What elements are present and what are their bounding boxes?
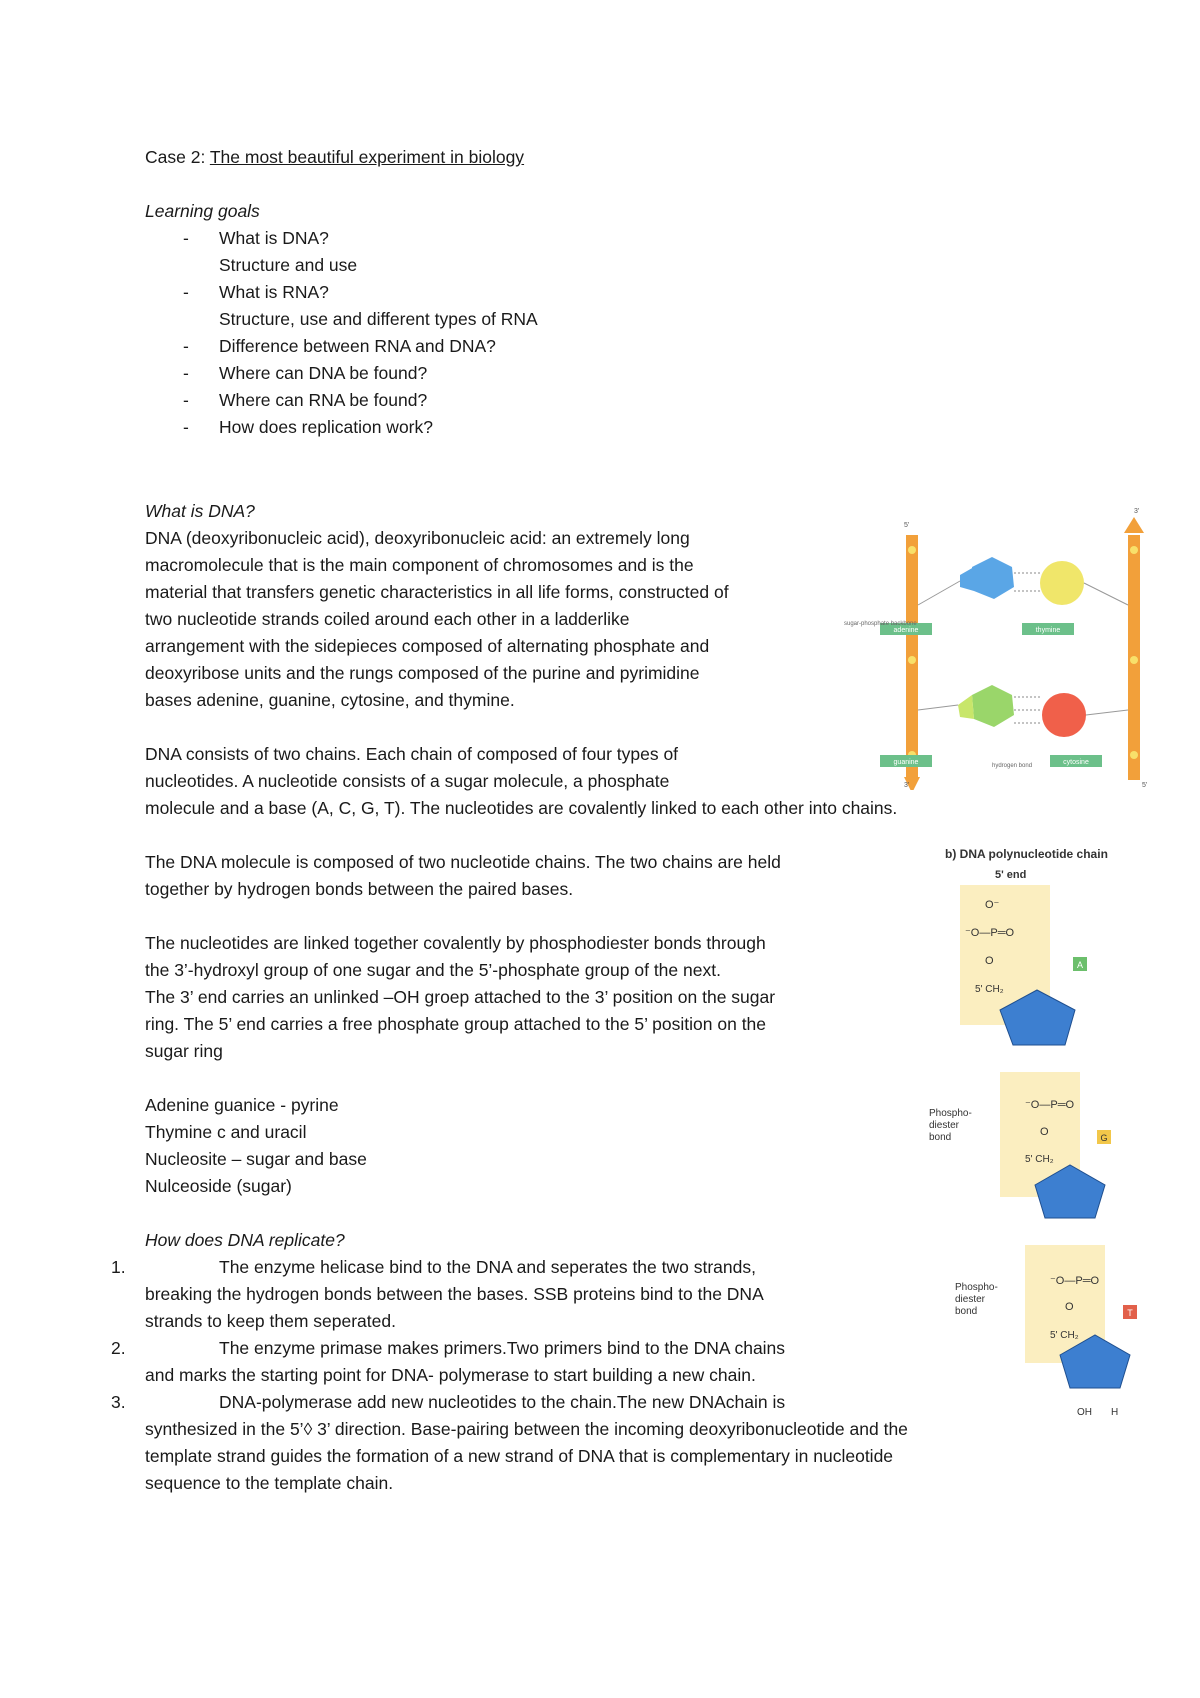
h-label: H bbox=[1111, 1407, 1119, 1418]
paragraph-line: bases adenine, guanine, cytosine, and thymine. bbox=[145, 690, 515, 710]
learning-goal-item bbox=[145, 414, 538, 441]
svg-text:5': 5' bbox=[904, 522, 910, 529]
thymine-base bbox=[1040, 561, 1084, 605]
svg-text:⁻O—P═O: ⁻O—P═O bbox=[965, 927, 1015, 939]
svg-text:O⁻: O⁻ bbox=[985, 899, 1000, 911]
paragraph-line: the 3’-hydroxyl group of one sugar and the 5’-phosphate group of the next. bbox=[145, 960, 721, 980]
what-is-dna-heading: What is DNA? bbox=[145, 501, 255, 521]
bond-label: hydrogen bond bbox=[992, 763, 1033, 769]
step-number: 2. bbox=[111, 1338, 126, 1358]
step-text: The enzyme helicase bind to the DNA and seperates the two strands, bbox=[219, 1257, 756, 1277]
guanine-base bbox=[972, 685, 1014, 727]
learning-goal-item bbox=[145, 387, 538, 414]
paragraph-line: DNA (deoxyribonucleic acid), deoxyribonucleic acid: an extremely long bbox=[145, 528, 690, 548]
learning-goals-heading: Learning goals bbox=[145, 201, 260, 221]
learning-goal-item bbox=[145, 252, 538, 279]
cytosine-label: cytosine bbox=[1063, 759, 1089, 766]
learning-goal-text: Structure, use and different types of RNA bbox=[219, 309, 538, 329]
learning-goal-item bbox=[145, 333, 538, 360]
svg-text:O: O bbox=[985, 955, 994, 967]
svg-text:⁻O—P═O: ⁻O—P═O bbox=[1050, 1275, 1100, 1287]
note-line: Nulceoside (sugar) bbox=[145, 1176, 292, 1196]
replication-step-line: breaking the hydrogen bonds between the bases. SSB proteins bind to the DNA bbox=[145, 1284, 764, 1304]
learning-goal-text: Where can DNA be found? bbox=[219, 363, 428, 383]
replication-step-line bbox=[111, 1335, 908, 1362]
svg-text:5' CH₂: 5' CH₂ bbox=[1025, 1154, 1054, 1165]
learning-goals-list bbox=[145, 225, 538, 441]
dna-chains-paragraph bbox=[145, 741, 908, 822]
replication-step-line: sequence to the template chain. bbox=[145, 1473, 394, 1493]
dna-ladder-figure bbox=[842, 505, 1162, 790]
note-line: Nucleosite – sugar and base bbox=[145, 1149, 367, 1169]
svg-text:diester: diester bbox=[929, 1120, 960, 1131]
learning-goal-text: Difference between RNA and DNA? bbox=[219, 336, 496, 356]
adenine-base bbox=[972, 557, 1014, 599]
five-prime-end-label: 5' end bbox=[995, 869, 1027, 881]
learning-goal-item bbox=[145, 279, 538, 306]
case-topic: The most beautiful experiment in biology bbox=[209, 147, 525, 167]
dna-molecule-paragraph bbox=[145, 849, 908, 903]
dash-bullet: - bbox=[183, 228, 189, 248]
svg-text:O: O bbox=[1065, 1301, 1074, 1313]
guanine-label: guanine bbox=[893, 759, 919, 766]
svg-text:bond: bond bbox=[929, 1132, 952, 1143]
learning-goal-text: What is DNA? bbox=[219, 228, 329, 248]
replication-step-line: strands to keep them seperated. bbox=[145, 1311, 396, 1331]
learning-goal-text: What is RNA? bbox=[219, 282, 329, 302]
paragraph-line: The nucleotides are linked together covalently by phosphodiester bonds through bbox=[145, 933, 766, 953]
svg-text:3': 3' bbox=[1134, 508, 1140, 515]
base-t-label: T bbox=[1127, 1308, 1133, 1318]
thymine-label: thymine bbox=[1035, 627, 1061, 634]
dash-bullet: - bbox=[183, 282, 189, 302]
oh-label: OH bbox=[1077, 1407, 1092, 1418]
what-is-dna-section bbox=[111, 498, 908, 1497]
step-text: DNA-polymerase add new nucleotides to the chain.The new DNAchain is bbox=[219, 1392, 786, 1412]
step-number: 3. bbox=[111, 1392, 126, 1412]
learning-goal-text: Structure and use bbox=[219, 255, 358, 275]
paragraph-line: sugar ring bbox=[145, 1041, 223, 1061]
svg-text:Phospho-: Phospho- bbox=[929, 1108, 972, 1119]
replication-step-line bbox=[111, 1254, 908, 1281]
note-line: Adenine guanice - pyrine bbox=[145, 1095, 339, 1115]
paragraph-line: DNA consists of two chains. Each chain of composed of four types of bbox=[145, 744, 679, 764]
paragraph-line: deoxyribose units and the rungs composed of the purine and pyrimidine bbox=[145, 663, 700, 683]
svg-text:5' CH₂: 5' CH₂ bbox=[1050, 1330, 1079, 1341]
right-arrow-icon bbox=[1124, 517, 1144, 533]
cytosine-base bbox=[1042, 693, 1086, 737]
dash-bullet: - bbox=[183, 390, 189, 410]
svg-text:bond: bond bbox=[955, 1306, 978, 1317]
case-number: Case 2: bbox=[145, 147, 206, 167]
replication-step-line: and marks the starting point for DNA- polymerase to start building a new chain. bbox=[145, 1365, 756, 1385]
replication-heading: How does DNA replicate? bbox=[145, 1230, 345, 1250]
base-a-label: A bbox=[1076, 960, 1084, 970]
paragraph-line: molecule and a base (A, C, G, T). The nucleotides are covalently linked to each other into chains. bbox=[145, 798, 898, 818]
step-text: The enzyme primase makes primers.Two primers bind to the DNA chains bbox=[219, 1338, 786, 1358]
paragraph-line: two nucleotide strands coiled around each other in a ladderlike bbox=[145, 609, 630, 629]
paragraph-line: material that transfers genetic characteristics in all life forms, constructed of bbox=[145, 582, 729, 602]
chain-title: b) DNA polynucleotide chain bbox=[945, 847, 1108, 861]
svg-text:Phospho-: Phospho- bbox=[955, 1282, 998, 1293]
paragraph-line: The 3’ end carries an unlinked –OH groep attached to the 3’ position on the sugar bbox=[145, 987, 776, 1007]
paragraph-line: nucleotides. A nucleotide consists of a sugar molecule, a phosphate bbox=[145, 771, 670, 791]
replication-step-line: synthesized in the 5’◊ 3’ direction. Base-pairing between the incoming deoxyribonucleotide and the bbox=[145, 1419, 908, 1439]
svg-text:⁻O—P═O: ⁻O—P═O bbox=[1025, 1099, 1075, 1111]
replication-step-line: template strand guides the formation of a new strand of DNA that is complementary in nucleotide bbox=[145, 1446, 894, 1466]
paragraph-line: ring. The 5’ end carries a free phosphate group attached to the 5’ position on the bbox=[145, 1014, 767, 1034]
learning-goal-item bbox=[145, 360, 538, 387]
learning-goal-item bbox=[145, 225, 538, 252]
replication-steps bbox=[111, 1254, 908, 1497]
svg-text:O: O bbox=[1040, 1126, 1049, 1138]
learning-goal-text: How does replication work? bbox=[219, 417, 433, 437]
backbone-label: sugar-phosphate backbone bbox=[844, 621, 917, 627]
svg-text:5': 5' bbox=[1142, 782, 1148, 789]
phosphodiester-paragraph bbox=[145, 930, 908, 1065]
learning-goals-section bbox=[145, 198, 538, 441]
adenine-label: adenine bbox=[893, 627, 919, 634]
dash-bullet: - bbox=[183, 417, 189, 437]
paragraph-line: together by hydrogen bonds between the paired bases. bbox=[145, 879, 574, 899]
note-line: Thymine c and uracil bbox=[145, 1122, 307, 1142]
polynucleotide-chain-figure bbox=[925, 840, 1175, 1430]
replication-step-line bbox=[111, 1389, 908, 1416]
paragraph-line: arrangement with the sidepieces composed of alternating phosphate and bbox=[145, 636, 710, 656]
svg-text:diester: diester bbox=[955, 1294, 986, 1305]
dna-definition-paragraph bbox=[145, 525, 908, 714]
paragraph-line: macromolecule that is the main component of chromosomes and is the bbox=[145, 555, 694, 575]
base-g-label: G bbox=[1100, 1133, 1108, 1143]
dash-bullet: - bbox=[183, 363, 189, 383]
learning-goal-text: Where can RNA be found? bbox=[219, 390, 428, 410]
case-title bbox=[145, 144, 524, 171]
paragraph-line: The DNA molecule is composed of two nucleotide chains. The two chains are held bbox=[145, 852, 781, 872]
svg-text:3': 3' bbox=[904, 782, 910, 789]
svg-text:5' CH₂: 5' CH₂ bbox=[975, 984, 1004, 995]
learning-goal-item bbox=[145, 306, 538, 333]
notes-list bbox=[145, 1092, 908, 1200]
dash-bullet: - bbox=[183, 336, 189, 356]
step-number: 1. bbox=[111, 1257, 126, 1277]
